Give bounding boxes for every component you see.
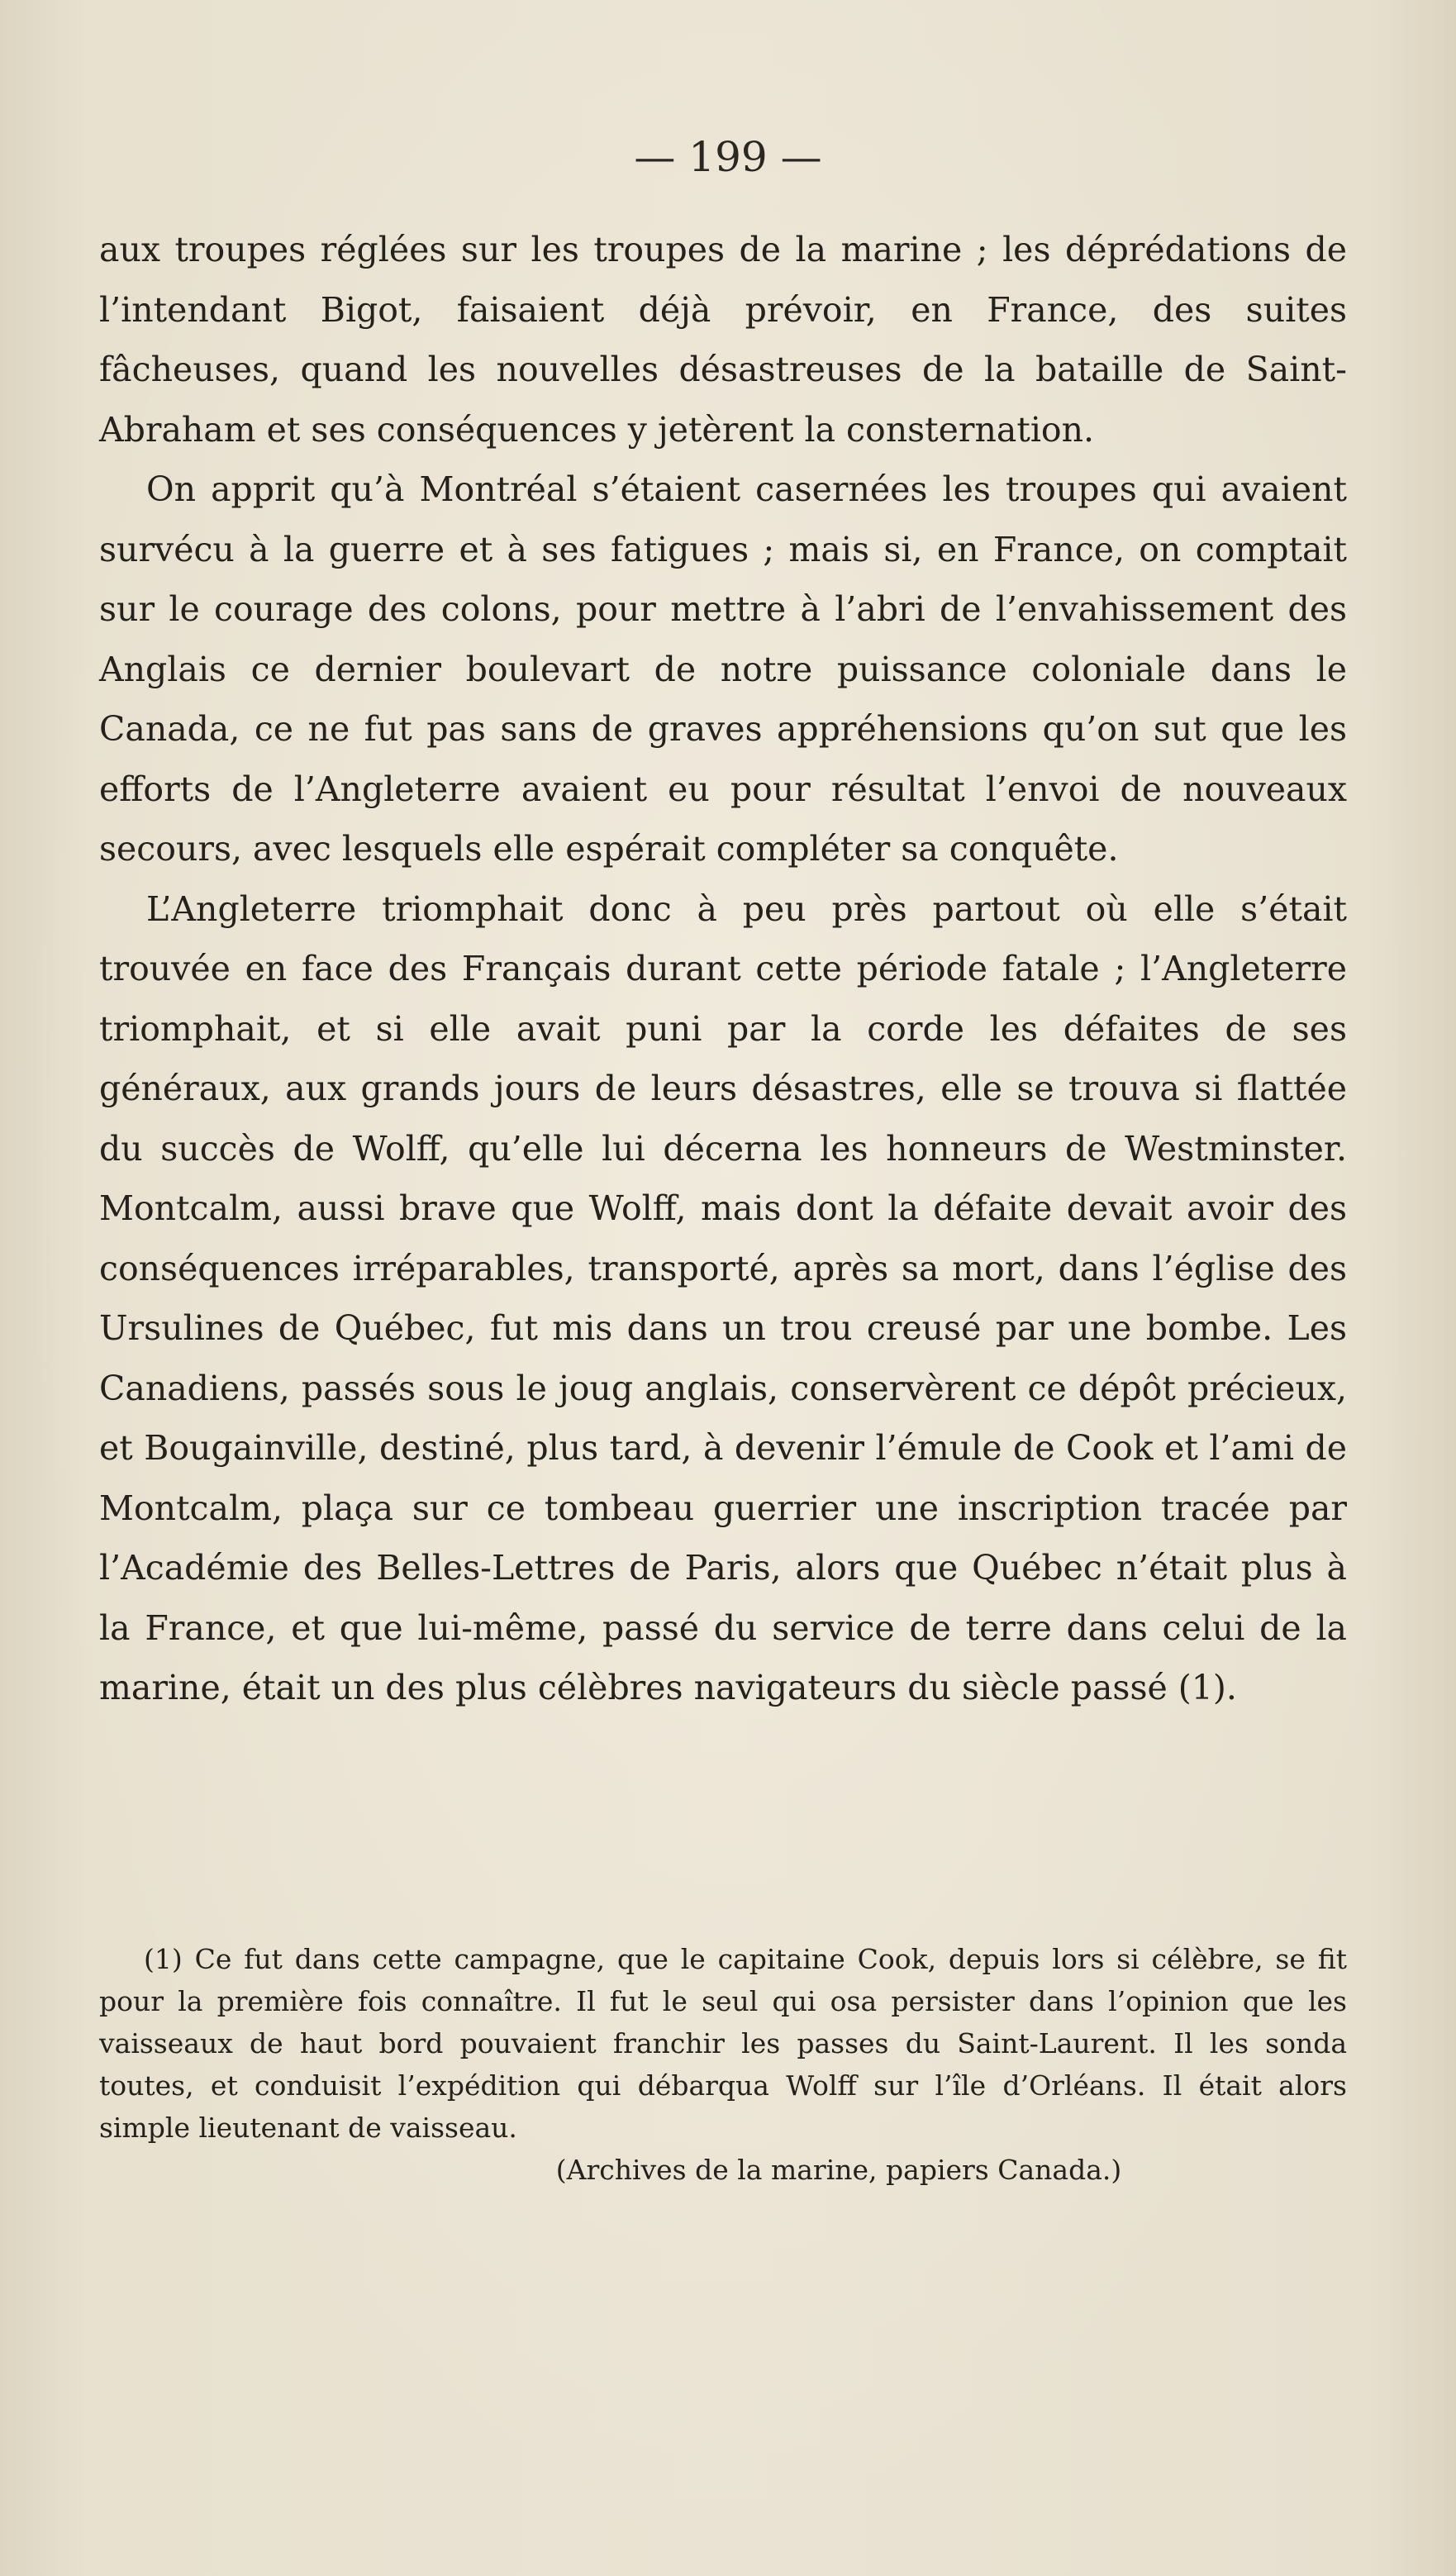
- paragraph-3: L’Angleterre triomphait donc à peu près partout où elle s’était trouvée en face des Français durant cette période fatale ; l’Angleterre triomphait, et si elle avait puni par la corde les défaites de ses généraux, aux grands jours de leurs désastres, elle se trouva si flattée du succès de Wolff, qu’elle lui décerna les honneurs de Westminster. Montcalm, aussi brave que Wolff, mais dont la défaite devait avoir des conséquences irréparables, transporté, après sa mort, dans l’église des Ursulines de Québec, fut mis dans un trou creusé par une bombe. Les Canadiens, passés sous le joug anglais, conservèrent ce dépôt précieux, et Bougainville, destiné, plus tard, à devenir l’émule de Cook et l’ami de Montcalm, plaça sur ce tombeau guerrier une inscription tracée par l’Académie des Belles-Lettres de Paris, alors que Québec n’était plus à la France, et que lui-même, passé du service de terre dans celui de la marine, était un des plus célèbres navigateurs du siècle passé (1).: [99, 888, 1347, 1707]
- paragraph-1: aux troupes réglées sur les troupes de la marine ; les déprédations de l’intendant Bigot, faisaient déjà prévoir, en France, des suites fâcheuses, quand les nouvelles désastreuses de la bataille de Saint-Abraham et ses conséquences y jetèrent la consternation.: [99, 230, 1347, 450]
- footnote-source: (Archives de la marine, papiers Canada.): [555, 2154, 1122, 2186]
- footnote-1: (1) Ce fut dans cette campagne, que le capitaine Cook, depuis lors si célèbre, se fit pour la première fois connaître. Il fut le seul qui osa persister dans l’opinion que les vaisseaux de haut bord pouvaient franchir les passes du Saint-Laurent. Il les sonda toutes, et conduisit l’expédition qui débarqua Wolff sur l’île d’Orléans. Il était alors simple lieutenant de vaisseau.: [99, 1943, 1347, 2144]
- body-text: [99, 220, 1347, 1718]
- paragraph-2: On apprit qu’à Montréal s’étaient casernées les troupes qui avaient survécu à la guerre et à ses fatigues ; mais si, en France, on comptait sur le courage des colons, pour mettre à l’abri de l’envahissement des Anglais ce dernier boulevart de notre puissance coloniale dans le Canada, ce ne fut pas sans de graves appréhensions qu’on sut que les efforts de l’Angleterre avaient eu pour résultat l’envoi de nouveaux secours, avec lesquels elle espérait compléter sa conquête.: [99, 469, 1347, 869]
- page-number: — 199 —: [634, 133, 822, 181]
- footnotes: [99, 1938, 1347, 2191]
